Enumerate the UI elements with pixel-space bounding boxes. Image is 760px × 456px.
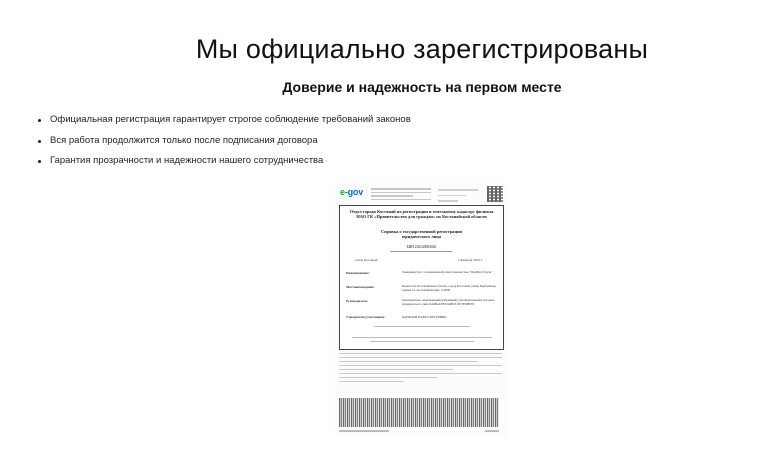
founders-label: Учредители (участники): [346, 315, 385, 319]
registration-certificate-image [335, 183, 508, 438]
name-value: Товарищество с ограниченной ответственностью "ПраМол Лоуэн" [402, 270, 493, 274]
certificate-frame [339, 205, 504, 350]
address-label: Местонахождение: [346, 285, 375, 289]
head-value: Руководитель, назначенный (избранный) уполномоченным органом юридического лица КАНКАЕВ ПАВЕЛ ПЕТРОВИЧ [402, 298, 495, 306]
certificate-city: город Костанай [355, 258, 378, 262]
head-label: Руководитель: [346, 299, 369, 303]
address-value: Казахстан, Костанайская область, город Костанай, улица Карбышева, здание 12, почтовый индекс 110000 [402, 284, 497, 292]
founders-value: КАНКАЕВ ПАВЕЛ ПЕТРОВИЧ [402, 315, 447, 319]
certificate-bin: БИН 230240004026 [406, 245, 437, 249]
qr-code-icon [487, 186, 503, 202]
egov-logo: e-gov [340, 187, 364, 197]
name-label: Наименование: [346, 271, 370, 275]
benefits-list [38, 115, 411, 177]
digital-signature-barcode [339, 398, 499, 427]
certificate-date: 2 февраля 2023 г. [458, 258, 483, 262]
certificate-issuer: Отдел города Костанай по регистрации и земельному кадастру филиала НАО ГК «Правительство для граждан» по Костанайской области [349, 209, 494, 219]
benefit-item: Вся работа продолжится только после подписания договора [38, 136, 411, 146]
certificate-footnote [339, 353, 502, 385]
benefit-item: Официальная регистрация гарантирует строгое соблюдение требований законов [38, 115, 411, 125]
certificate-title: Справка о государственной регистрации юридического лица [380, 229, 463, 239]
benefit-item: Гарантия прозрачности и надежности нашего сотрудничества [38, 156, 411, 166]
page-title: Мы официально зарегистрированы [195, 34, 649, 64]
page-subtitle: Доверие и надежность на первом месте [282, 79, 562, 95]
